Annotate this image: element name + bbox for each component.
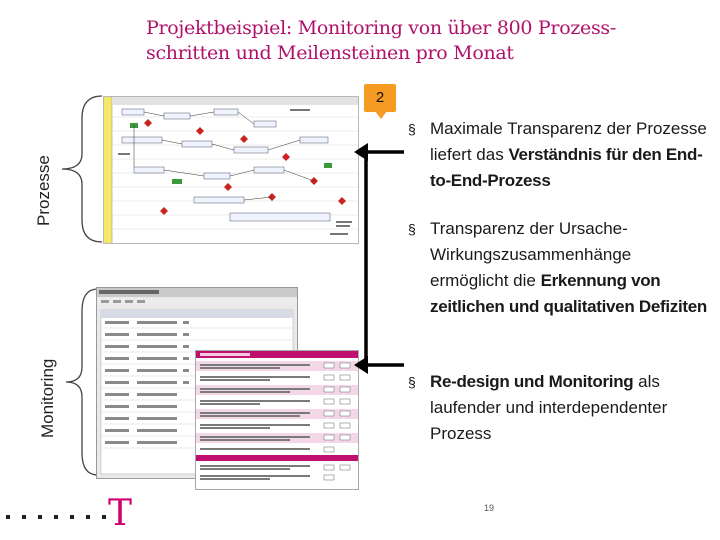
slide-title-line1: Projektbeispiel: Monitoring von über 800 Prozess- — [146, 17, 617, 39]
monitoring-label: Monitoring — [38, 358, 57, 438]
process-diagram-image — [104, 97, 358, 243]
logo-dots-icon — [4, 512, 108, 522]
page-number: 19 — [484, 503, 495, 513]
process-diagram-screenshot — [103, 96, 359, 244]
section-sign-icon: § — [408, 374, 416, 390]
bullet-item-3 — [408, 369, 708, 447]
step-number-badge: 2 — [364, 84, 396, 112]
prozesse-brace-icon — [58, 94, 106, 244]
bullet-text-3 — [430, 369, 708, 447]
prozesse-label: Prozesse — [34, 155, 53, 226]
badge-pointer-icon — [375, 111, 387, 119]
slide-title — [146, 16, 666, 66]
slide-title-line2: schritten und Meilensteinen pro Monat — [146, 42, 514, 64]
bullet-2-text: Transparenz der Ursache-Wirkungszusammenhänge ermöglicht die — [430, 219, 632, 290]
bullet-3-emphasis: Re-design und Monitoring — [430, 372, 634, 391]
section-sign-icon: § — [408, 121, 416, 137]
bullet-item-1 — [408, 116, 708, 194]
connector-arrows-icon — [354, 140, 406, 378]
bullet-text-2 — [430, 216, 708, 320]
bullet-text-1 — [430, 116, 708, 194]
bullet-2-emphasis: Erkennung von zeitlichen und qualitativen Defiziten — [430, 271, 707, 316]
bullet-item-2 — [408, 216, 708, 320]
bullet-3-text: als laufender und interdependenter Prozess — [430, 372, 668, 443]
telekom-t-logo-icon: T — [108, 493, 133, 534]
checklist-form-image — [196, 351, 358, 489]
checklist-form-screenshot — [195, 350, 359, 490]
bullet-1-text: Maximale Transparenz der Prozesse liefert das — [430, 119, 707, 164]
section-sign-icon: § — [408, 221, 416, 237]
bullet-1-emphasis: Verständnis für den End-to-End-Prozess — [430, 145, 703, 190]
